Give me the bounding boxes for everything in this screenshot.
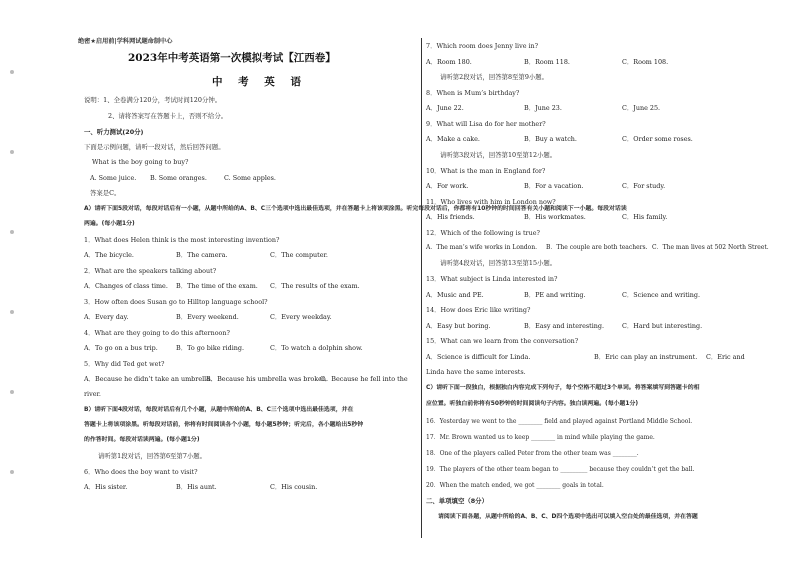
option: C．Eric and <box>706 353 745 361</box>
option: C．Because he fell into the <box>320 375 408 383</box>
question: 7．Which room does Jenny live in? <box>426 42 539 50</box>
option: C．The man lives at 502 North Street. <box>652 244 769 251</box>
option: B．Room 118. <box>524 58 570 66</box>
option: C．His family. <box>622 213 668 221</box>
dialog-instruction: 请听第4段对话，回答第13至第15小题。 <box>440 259 557 267</box>
page-subtitle: 中 考 英 语 <box>212 76 307 88</box>
option: C．The results of the exam. <box>270 282 360 290</box>
gutter-dot <box>10 150 14 154</box>
gutter-dot <box>10 310 14 314</box>
option: C．June 25. <box>622 104 661 112</box>
section-a-instructions: 两遍。(每小题1分) <box>84 221 135 227</box>
option: B．Because his umbrella was broken. <box>206 375 329 383</box>
option: B．The couple are both teachers. <box>546 244 648 251</box>
option: B．Easy and interesting. <box>524 322 605 330</box>
gutter-dot <box>10 70 14 74</box>
question: 3．How often does Susan go to Hilltop language school? <box>84 298 268 306</box>
section-c-instructions: C）请听下面一段独白，根据独白内容完成下列句子，每个空格不超过3个单词。将答案填写到答题卡的相 <box>426 385 700 391</box>
fill-in-question: 18．One of the players called Peter from the other team was ________. <box>426 450 639 457</box>
page-title: 2023年中考英语第一次模拟考试【江西卷】 <box>128 52 336 64</box>
question: 8．When is Mum’s birthday? <box>426 89 520 97</box>
option: C．The computer. <box>270 251 328 259</box>
fill-in-question: 19．The players of the other team began to _________ because they couldn’t get the ball. <box>426 466 695 473</box>
example-option: A. Some juice. <box>90 174 137 182</box>
option: A．For work. <box>426 182 469 190</box>
gutter-dot <box>10 470 14 474</box>
option: B．Buy a watch. <box>524 135 577 143</box>
section-title: 一、听力测试(20分) <box>84 128 144 136</box>
option: B．The time of the exam. <box>176 282 258 290</box>
option: A．Changes of class time. <box>84 282 168 290</box>
column-divider <box>421 38 422 538</box>
option-continuation: river. <box>84 390 101 398</box>
section-2-instructions: 请阅读下面各题，从题中所给的A、B、C、D四个选项中选出可以填入空白处的最佳选项，并在答题 <box>438 514 698 520</box>
note-line: 2、请将答案写在答题卡上，否则不给分。 <box>108 112 228 120</box>
section-b-instructions: 的作答时间。每段对话读两遍。(每小题1分) <box>84 437 200 443</box>
option: A．To go on a bus trip. <box>84 344 158 352</box>
fill-in-question: 20．When the match ended, we got ________ goals in total. <box>426 482 604 489</box>
option: C．Room 108. <box>622 58 669 66</box>
section-c-instructions: 应位置。听独白前你将有50秒钟的时间阅读句子内容。独白读两遍。(每小题1分) <box>426 401 639 407</box>
secret-label: 绝密★启用前|学科网试题命制中心 <box>78 38 173 45</box>
option: C．To watch a dolphin show. <box>270 344 363 352</box>
option: C．Science and writing. <box>622 291 701 299</box>
option: B．To go bike riding. <box>176 344 244 352</box>
option: A．Because he didn’t take an umbrella. <box>84 375 213 383</box>
section-title: 二、单项填空（8分） <box>426 497 488 505</box>
fill-in-question: 17．Mr. Brown wanted us to keep ________ in mind while playing the game. <box>426 434 655 441</box>
option: B．For a vacation. <box>524 182 584 190</box>
section-b-instructions: 答题卡上将该项涂黑。听每段对话前，你将有时间阅读各个小题，每小题5秒钟；听完后，各小题给出5秒钟 <box>84 422 364 428</box>
dialog-instruction: 请听第2段对话，回答第8至第9小题。 <box>440 73 549 81</box>
option: B．Every weekend. <box>176 313 239 321</box>
option: C．For study. <box>622 182 666 190</box>
section-a-instructions: A）请听下面5段对话，每段对话后有一小题，从题中所给的A、B、C三个选项中选出最佳选项，并在答题卡上将该项涂黑。听完每段对话后，你都将有10秒钟的时间回答有关小题和阅读下一小题。每段对话读 <box>84 206 627 212</box>
example-answer: 答案是C。 <box>90 189 121 197</box>
option: A．The bicycle. <box>84 251 134 259</box>
option: B．His aunt. <box>176 483 217 491</box>
option: C．Hard but interesting. <box>622 322 703 330</box>
example-intro: 下面是示例问题，请听一段对话，然后回答问题。 <box>84 143 225 151</box>
option: A．The man’s wife works in London. <box>426 244 538 251</box>
gutter-dot <box>10 390 14 394</box>
example-option: C. Some apples. <box>224 174 276 182</box>
option: A．Room 180. <box>426 58 472 66</box>
question: 9．What will Lisa do for her mother? <box>426 120 546 128</box>
question: 1．What does Helen think is the most interesting invention? <box>84 236 280 244</box>
option: B．The camera. <box>176 251 228 259</box>
option: A．Easy but boring. <box>426 322 491 330</box>
question: 14．How does Eric like writing? <box>426 306 531 314</box>
question: 4．What are they going to do this afternoon? <box>84 329 230 337</box>
note-line: 说明：1、全卷满分120分，考试时间120分钟。 <box>84 96 222 104</box>
fill-in-question: 16．Yesterday we went to the ________ field and played against Portland Middle School. <box>426 418 693 425</box>
option: C．His cousin. <box>270 483 318 491</box>
example-option: B. Some oranges. <box>150 174 207 182</box>
question: 12．Which of the following is true? <box>426 229 540 237</box>
question: 13．What subject is Linda interested in? <box>426 275 558 283</box>
option: C．Order some roses. <box>622 135 693 143</box>
option: A．His friends. <box>426 213 475 221</box>
gutter-dot <box>10 230 14 234</box>
question: 5．Why did Ted get wet? <box>84 360 165 368</box>
option: A．Every day. <box>84 313 129 321</box>
question: 10．What is the man in England for? <box>426 167 546 175</box>
option: B．His workmates. <box>524 213 586 221</box>
binding-gutter <box>8 30 16 550</box>
option: A．June 22. <box>426 104 464 112</box>
option: A．His sister. <box>84 483 128 491</box>
option: B．Eric can play an instrument. <box>594 353 698 361</box>
option-continuation: Linda have the same interests. <box>426 368 526 376</box>
option: C．Every weekday. <box>270 313 332 321</box>
question: 15．What can we learn from the conversation? <box>426 337 579 345</box>
question: 6．Who does the boy want to visit? <box>84 468 198 476</box>
dialog-instruction: 请听第3段对话，回答第10至第12小题。 <box>440 151 557 159</box>
option: A．Make a cake. <box>426 135 480 143</box>
option: A．Science is difficult for Linda. <box>426 353 531 361</box>
example-question: What is the boy going to buy? <box>92 158 189 166</box>
option: B．June 23. <box>524 104 562 112</box>
option: B．PE and writing. <box>524 291 586 299</box>
question: 2．What are the speakers talking about? <box>84 267 217 275</box>
dialog-instruction: 请听第1段对话，回答第6至第7小题。 <box>98 452 207 460</box>
section-b-instructions: B）请听下面4段对话，每段对话后有几个小题，从题中所给的A、B、C三个选项中选出最佳选项，并在 <box>84 407 354 413</box>
question: 11．Who lives with him in London now? <box>426 198 556 206</box>
option: A．Music and PE. <box>426 291 484 299</box>
